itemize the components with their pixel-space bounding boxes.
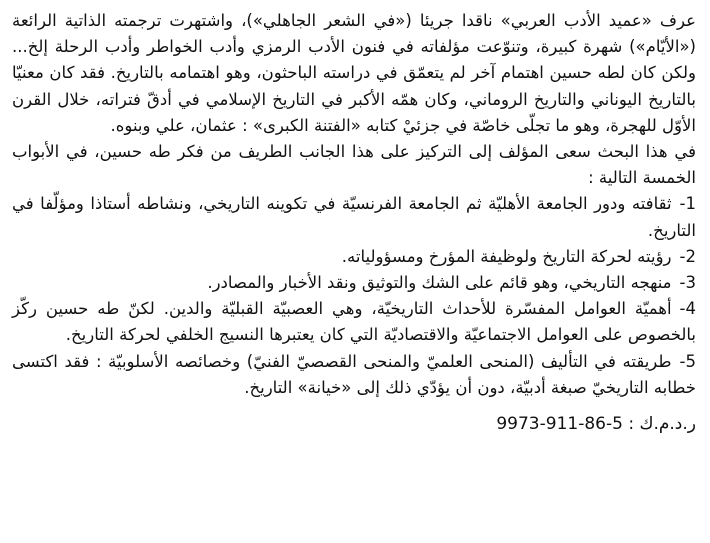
isbn-label: ر.د.م.ك :: [628, 414, 696, 435]
item-number: 3-: [679, 273, 696, 293]
item-text: منهجه التاريخي، وهو قائم على الشك والتوثيق ونقد الأخبار والمصادر.: [207, 273, 672, 293]
isbn-line: [12, 411, 696, 437]
list-item: [12, 191, 696, 243]
item-number: 1-: [679, 194, 696, 214]
item-text: رؤيته لحركة التاريخ ولوظيفة المؤرخ ومسؤولياته.: [341, 246, 672, 266]
item-text: طريقته في التأليف (المنحى العلميّ والمنحى القصصيّ الفنيّ) وخصائصه الأسلوبيّة : فقد اكتسى خطابه التاريخيّ صبغة أدبيّة، دون أن يؤدّي ذلك إلى «خيانة» التاريخ.: [12, 351, 696, 397]
item-number: 2-: [679, 246, 696, 266]
intro-paragraph: عرف «عميد الأدب العربي» ناقدا جريئا («في الشعر الجاهلي»)، واشتهرت ترجمته الذاتية الرائعة («الأيّام») شهرة كبيرة، وتنوّعت مؤلفاته في فنون الأدب الرمزي وأدب الخواطر وأدب الرحلة إلخ... ولكن كان لطه حسين اهتمام آخر لم يتعمّق في دراسته الباحثون، وهو اهتمامه بالتاريخ. فقد كان معنيّا بالتاريخ اليوناني والتاريخ الروماني، وكان همّه الأكبر في التاريخ الإسلامي في أدقّ فتراته، خلال القرن الأوّل للهجرة، وهو ما تجلّى خاصّة في جزئيْ كتابه «الفتنة الكبرى» : عثمان، علي وبنوه.: [12, 11, 696, 135]
item-number: 5-: [679, 351, 696, 371]
lead-paragraph: في هذا البحث سعى المؤلف إلى التركيز على هذا الجانب الطريف من فكر طه حسين، في الأبواب الخمسة التالية :: [12, 142, 696, 188]
list-item: [12, 270, 696, 296]
list-item: [12, 244, 696, 270]
chapter-list: [12, 191, 696, 401]
list-item: [12, 296, 696, 348]
item-text: ثقافته ودور الجامعة الأهليّة ثم الجامعة الفرنسيّة في تكوينه التاريخي، ونشاطه أستاذا ومؤلّفا في التاريخ.: [12, 194, 696, 240]
book-description: [12, 8, 696, 539]
list-item: [12, 349, 696, 401]
isbn-number: 9973-911-86-5: [496, 414, 623, 435]
item-number: 4-: [679, 299, 696, 319]
item-text: أهميّة العوامل المفسّرة للأحداث التاريخيّة، وهي العصبيّة القبليّة والدين. لكنّ طه حسين ركّز بالخصوص على العوامل الاجتماعيّة والاقتصاديّة التي كان يعتبرها النسيج الخلفي لحركة التاريخ.: [12, 299, 696, 345]
